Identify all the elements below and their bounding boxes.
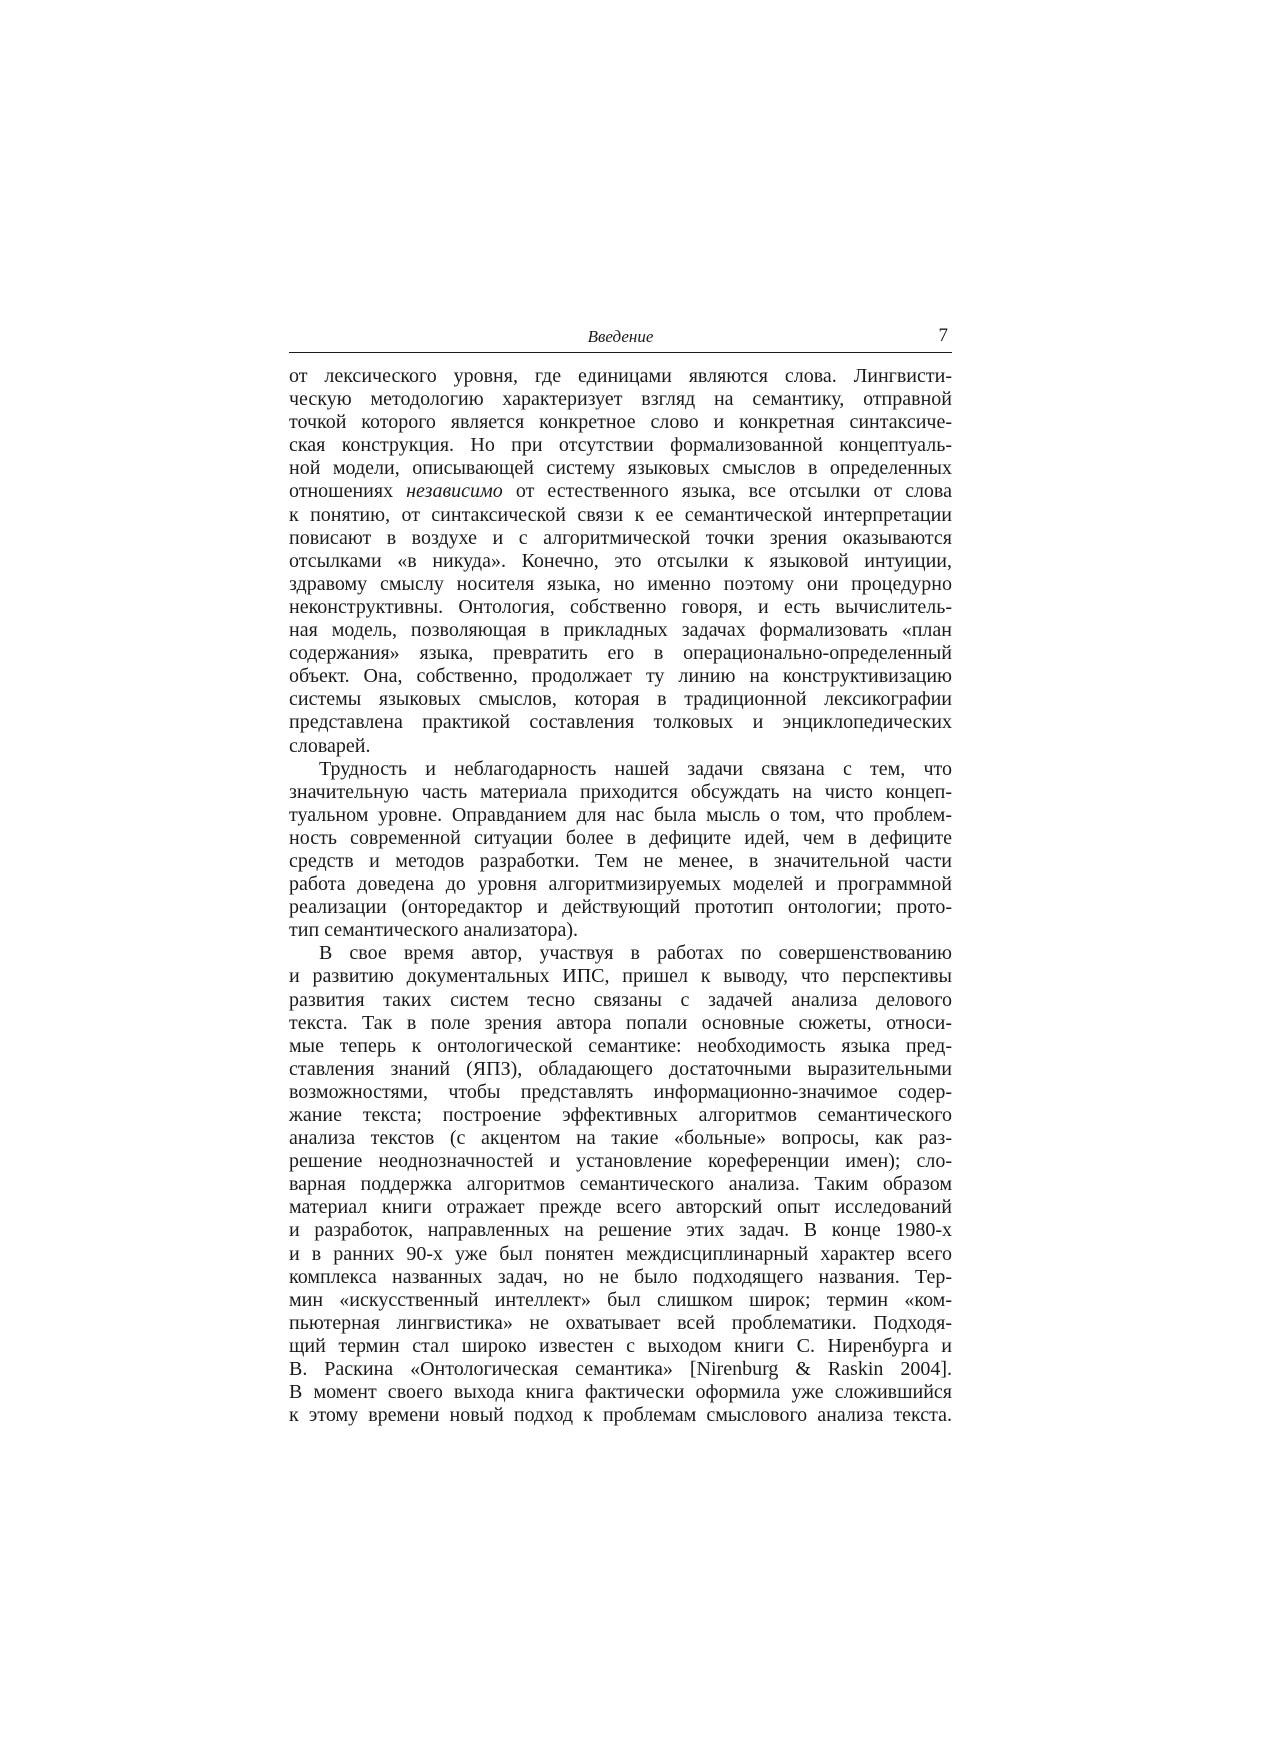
text-line: мые теперь к онтологической семантике: необходимость языка пред- <box>289 1034 952 1057</box>
text-line: жание текста; построение эффективных алгоритмов семантического <box>289 1104 952 1126</box>
text-line <box>289 480 952 503</box>
text-line: неконструктивны. Онтология, собственно говоря, и есть вычислитель- <box>289 595 952 618</box>
text-line: содержания» языка, превратить его в операционально-определенный <box>289 642 952 665</box>
text-line: ной модели, описывающей систему языковых смыслов в определенных <box>289 457 952 480</box>
text-line: ская конструкция. Но при отсутствии формализованной концептуаль- <box>289 434 952 457</box>
emphasis-word: независимо <box>406 480 503 503</box>
text-line: к понятию, от синтаксической связи к ее семантической интерпретации <box>289 503 952 526</box>
text-line: пьютерная лингвистика» не охватывает всей проблематики. Подходя- <box>289 1311 952 1334</box>
text-line: повисают в воздухе и с алгоритмической точки зрения оказываются <box>289 526 952 549</box>
paragraph-2 <box>289 758 952 943</box>
text-line: возможностями, чтобы представлять информационно-значимое содер- <box>289 1080 952 1103</box>
text-line: представлена практикой составления толковых и энциклопедических <box>289 711 952 734</box>
text-line: словарей. <box>289 734 371 757</box>
text-line: значительную часть материала приходится обсуждать на чисто концеп- <box>289 780 952 803</box>
text-fragment: от естественного языка, все отсылки от слова <box>515 480 952 503</box>
text-line: комплекса названных задач, но не было подходящего названия. Тер- <box>289 1265 952 1288</box>
text-line: работа доведена до уровня алгоритмизируемых моделей и программной <box>289 873 952 896</box>
text-line: и развитию документальных ИПС, пришел к выводу, что перспективы <box>289 965 952 988</box>
text-line: материал книги отражает прежде всего авторский опыт исследований <box>289 1196 952 1219</box>
text-line: анализа текстов (с акцентом на такие «больные» вопросы, как раз- <box>289 1127 952 1150</box>
text-line: объект. Она, собственно, продолжает ту линию на конструктивизацию <box>289 665 952 688</box>
text-line: щий термин стал широко известен с выходом книги С. Ниренбурга и <box>289 1334 952 1357</box>
text-line: точкой которого является конкретное слово и конкретная синтаксиче- <box>289 411 952 434</box>
text-line: В момент своего выхода книга фактически оформила уже сложившийся <box>289 1381 952 1404</box>
text-line: решение неоднозначностей и установление кореференции имен); сло- <box>289 1150 952 1173</box>
text-line: развития таких систем тесно связаны с задачей анализа делового <box>289 988 952 1011</box>
body-text <box>289 365 952 1427</box>
text-line: В. Раскина «Онтологическая семантика» [Nirenburg & Raskin 2004]. <box>289 1358 952 1381</box>
text-line: ность современной ситуации более в дефиците идей, чем в дефиците <box>289 826 952 849</box>
text-line: системы языковых смыслов, которая в традиционной лексикографии <box>289 688 952 711</box>
text-line: тип семантического анализатора). <box>289 919 578 942</box>
text-line: реализации (онторедактор и действующий прототип онтологии; прото- <box>289 896 952 919</box>
text-line: мин «искусственный интеллект» был слишком широк; термин «ком- <box>289 1288 952 1311</box>
text-line: отсылками «в никуда». Конечно, это отсылки к языковой интуиции, <box>289 549 952 572</box>
text-line: текста. Так в поле зрения автора попали основные сюжеты, относи- <box>289 1011 952 1034</box>
text-line: средств и методов разработки. Тем не менее, в значительной части <box>289 849 952 872</box>
text-line: к этому времени новый подход к проблемам смыслового анализа текста. <box>289 1404 952 1427</box>
text-line: от лексического уровня, где единицами являются слова. Лингвисти- <box>289 365 952 387</box>
text-line: варная поддержка алгоритмов семантического анализа. Таким образом <box>289 1173 952 1196</box>
text-line: ставления знаний (ЯПЗ), обладающего достаточными выразительными <box>289 1057 952 1080</box>
text-line: здравому смыслу носителя языка, но именно поэтому они процедурно <box>289 572 952 595</box>
paragraph-1 <box>289 365 952 758</box>
text-line: туальном уровне. Оправданием для нас была мысль о том, что проблем- <box>289 803 952 826</box>
text-line: ческую методологию характеризует взгляд на семантику, отправной <box>289 388 952 411</box>
text-line: Трудность и неблагодарность нашей задачи связана с тем, что <box>319 757 952 780</box>
text-fragment: отношениях <box>289 480 394 503</box>
page-number: 7 <box>938 325 948 346</box>
page-header <box>289 326 952 353</box>
text-line: ная модель, позволяющая в прикладных задачах формализовать «план <box>289 619 952 642</box>
text-line: В свое время автор, участвуя в работах по совершенствованию <box>319 942 952 965</box>
paragraph-3 <box>289 942 952 1427</box>
text-line: и разработок, направленных на решение этих задач. В конце 1980-х <box>289 1219 952 1242</box>
running-title: Введение <box>587 327 654 346</box>
text-line: и в ранних 90-х уже был понятен междисциплинарный характер всего <box>289 1242 952 1265</box>
